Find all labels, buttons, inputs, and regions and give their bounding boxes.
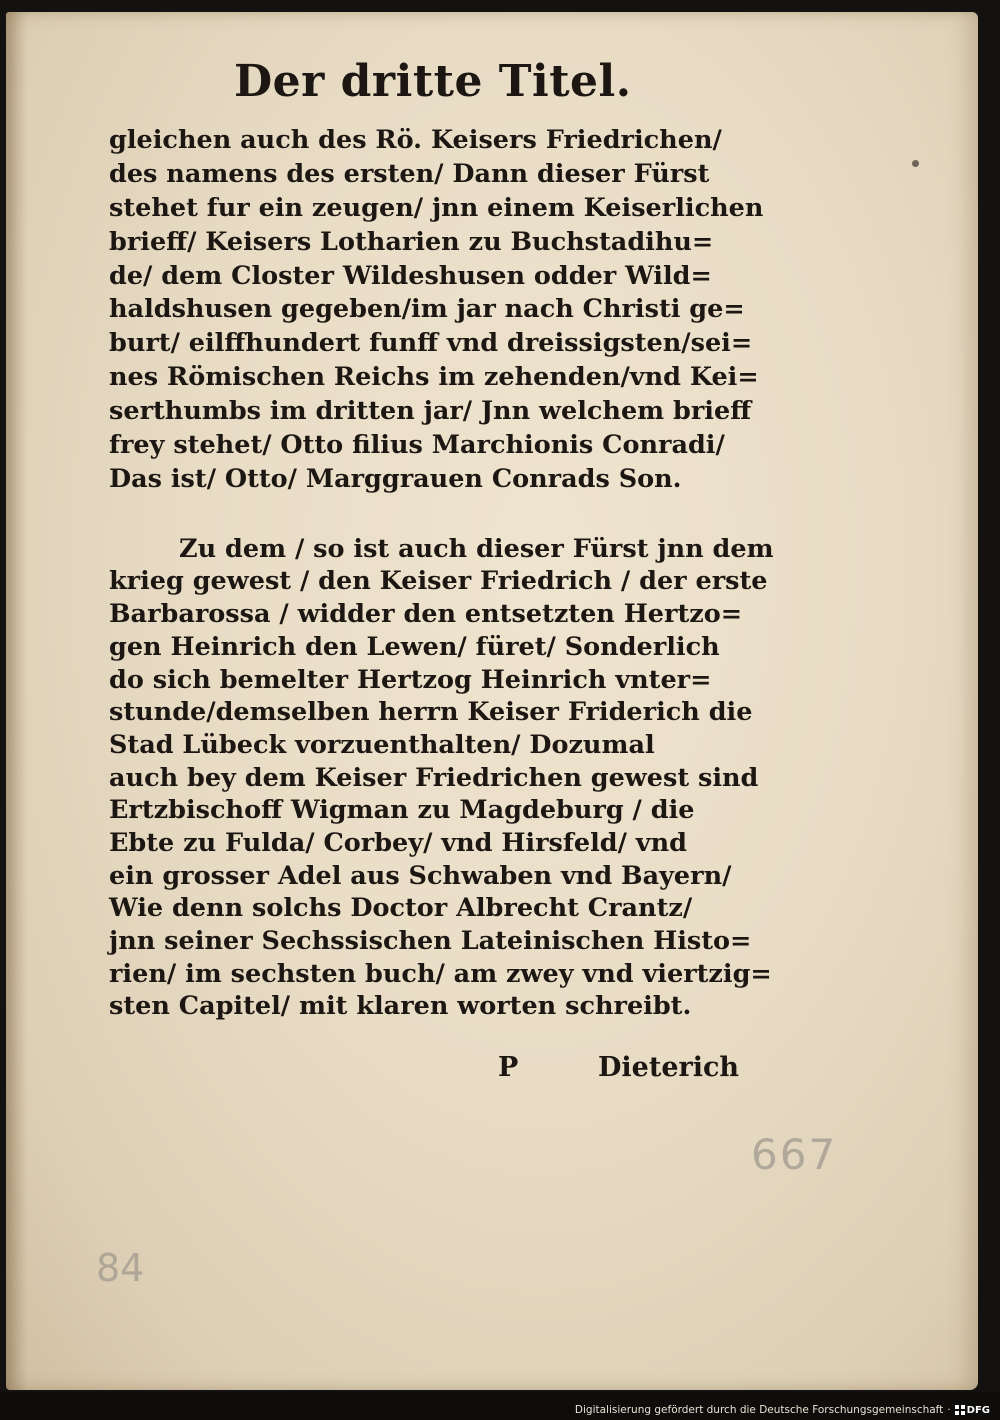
text-line: stunde/demselben herrn Keiser Friderich die	[109, 697, 753, 728]
text-line: des namens des ersten/ Dann dieser Fürst	[109, 158, 710, 189]
text-line: serthumbs im dritten jar/ Jnn welchem brieff	[109, 396, 752, 427]
text-line: Ertzbischoff Wigman zu Magdeburg / die	[109, 795, 695, 826]
text-line: frey stehet/ Otto filius Marchionis Conradi/	[109, 430, 725, 461]
digitization-footer	[575, 1404, 990, 1416]
text-line: brieff/ Keisers Lotharien zu Buchstadihu=	[109, 226, 714, 257]
separator-dot: ·	[947, 1404, 951, 1416]
funding-credit: Digitalisierung gefördert durch die Deutsche Forschungsgemeinschaft	[574, 1404, 944, 1416]
text-line: rien/ im sechsten buch/ am zwey vnd viertzig=	[109, 958, 772, 989]
text-line: de/ dem Closter Wildeshusen odder Wild=	[109, 260, 712, 291]
text-line: Das ist/ Otto/ Marggrauen Conrads Son.	[109, 463, 682, 494]
pencil-margin-number: 84	[96, 1246, 145, 1290]
paper-speck	[912, 160, 919, 167]
pencil-folio-number: 667	[751, 1130, 838, 1179]
text-line: gen Heinrich den Lewen/ füret/ Sonderlich	[109, 631, 720, 662]
dfg-logo	[955, 1405, 990, 1416]
paragraph-2	[109, 533, 774, 1023]
text-line: stehet fur ein zeugen/ jnn einem Keiserlichen	[109, 192, 764, 223]
text-line: gleichen auch des Rö. Keisers Friedrichen/	[109, 125, 722, 155]
text-line: jnn seiner Sechssischen Lateinischen Histo=	[109, 926, 752, 957]
text-line: krieg gewest / den Keiser Friedrich / der erste	[109, 566, 768, 597]
body-text	[109, 124, 774, 1023]
text-line: do sich bemelter Hertzog Heinrich vnter=	[109, 664, 712, 695]
book-page	[6, 12, 978, 1390]
text-line: nes Römischen Reichs im zehenden/vnd Kei=	[109, 362, 759, 393]
text-line: Stad Lübeck vorzuenthalten/ Dozumal	[109, 729, 655, 760]
text-line: Ebte zu Fulda/ Corbey/ vnd Hirsfeld/ vnd	[109, 827, 687, 858]
dfg-logo-icon	[955, 1405, 965, 1415]
catchword: Dieterich	[598, 1052, 740, 1083]
text-line: haldshusen gegeben/im jar nach Christi ge=	[109, 294, 745, 325]
text-line: Zu dem / so ist auch dieser Fürst jnn dem	[179, 533, 774, 564]
text-line: Wie denn solchs Doctor Albrecht Crantz/	[109, 893, 693, 924]
dfg-logo-text: DFG	[966, 1404, 990, 1416]
text-line: auch bey dem Keiser Friedrichen gewest sind	[109, 762, 759, 793]
signature-mark: P	[498, 1052, 519, 1083]
paragraph-1	[109, 124, 764, 497]
text-line: burt/ eilffhundert funff vnd dreissigsten/sei=	[109, 328, 753, 359]
text-line: Barbarossa / widder den entsetzten Hertzo=	[109, 599, 743, 630]
running-head: Der dritte Titel.	[234, 56, 632, 107]
text-line: ein grosser Adel aus Schwaben vnd Bayern/	[109, 860, 732, 891]
text-line: sten Capitel/ mit klaren worten schreibt.	[109, 991, 692, 1022]
